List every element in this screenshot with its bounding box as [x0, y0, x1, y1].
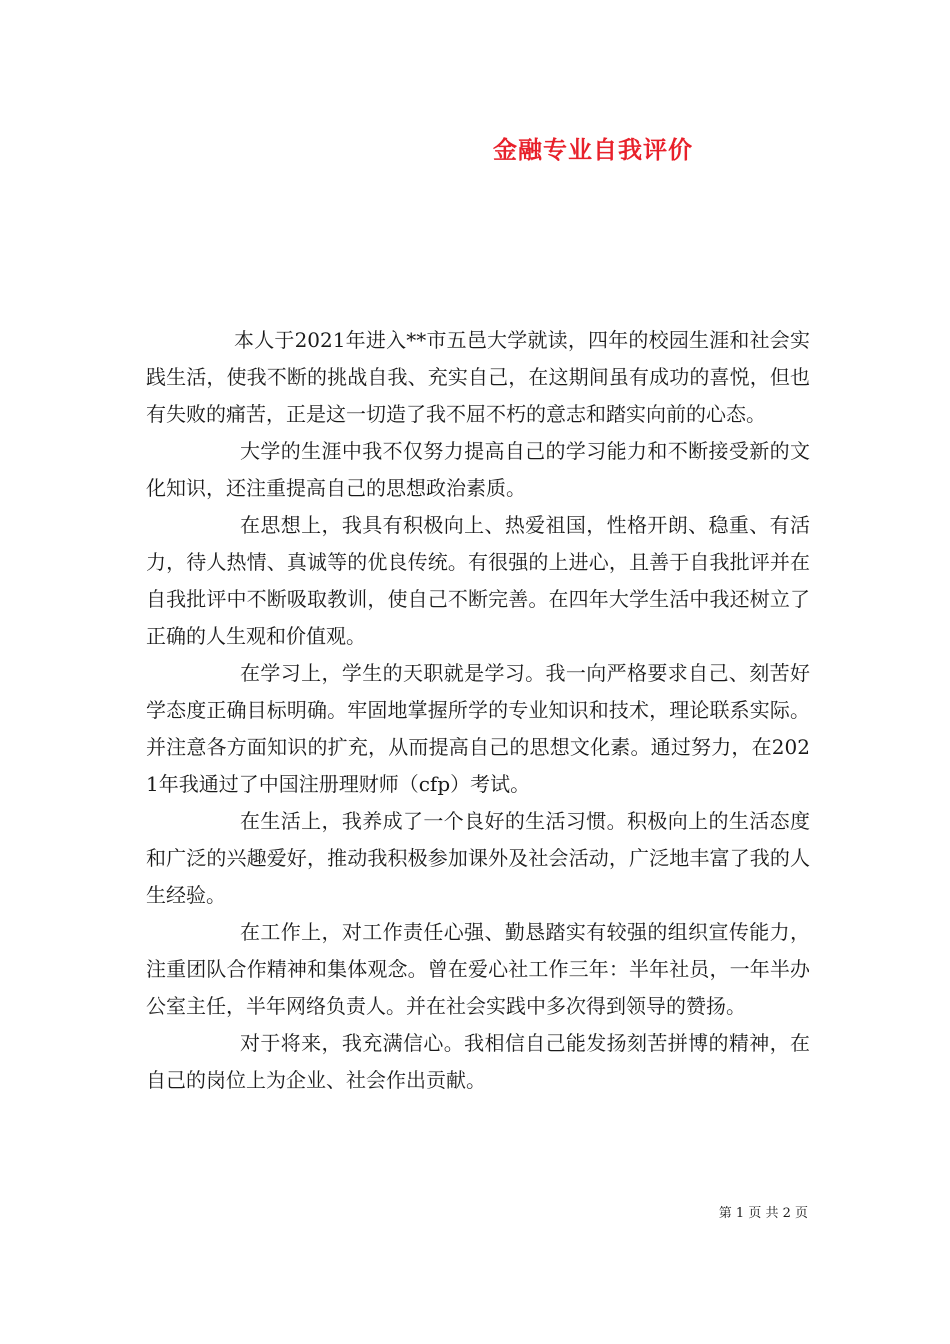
paragraph-life: 在生活上，我养成了一个良好的生活习惯。积极向上的生活态度和广泛的兴趣爱好，推动我积极参加课外及社会活动，广泛地丰富了我的人生经验。 — [146, 809, 810, 907]
paragraph-study: 在学习上，学生的天职就是学习。我一向严格要求自己、刻苦好学态度正确目标明确。牢固地掌握所学的专业知识和技术，理论联系实际。并注意各方面知识的扩充，从而提高自己的思想文化素。通过努力，在2021年我通过了中国注册理财师（cfp）考试。 — [146, 661, 810, 796]
document-body — [146, 322, 810, 1099]
page-number: 第 1 页 共 2 页 — [718, 1206, 808, 1221]
paragraph-future: 对于将来，我充满信心。我相信自己能发扬刻苦拼博的精神，在自己的岗位上为企业、社会作出贡献。 — [146, 1031, 810, 1092]
paragraph-university-career: 大学的生涯中我不仅努力提高自己的学习能力和不断接受新的文化知识，还注重提高自己的思想政治素质。 — [146, 439, 810, 500]
paragraph-work: 在工作上，对工作责任心强、勤恳踏实有较强的组织宣传能力，注重团队合作精神和集体观念。曾在爱心社工作三年：半年社员，一年半办公室主任，半年网络负责人。并在社会实践中多次得到领导的赞扬。 — [146, 920, 810, 1018]
paragraph-ideology: 在思想上，我具有积极向上、热爱祖国，性格开朗、稳重、有活力，待人热情、真诚等的优良传统。有很强的上进心，且善于自我批评并在自我批评中不断吸取教训，使自己不断完善。在四年大学生活中我还树立了正确的人生观和价值观。 — [146, 513, 810, 648]
paragraph-intro: 本人于2021年进入**市五邑大学就读，四年的校园生涯和社会实践生活，使我不断的挑战自我、充实自己，在这期间虽有成功的喜悦，但也有失败的痛苦，正是这一切造了我不屈不朽的意志和踏实向前的心态。 — [146, 328, 810, 426]
document-title: 金融专业自我评价 — [493, 135, 693, 164]
